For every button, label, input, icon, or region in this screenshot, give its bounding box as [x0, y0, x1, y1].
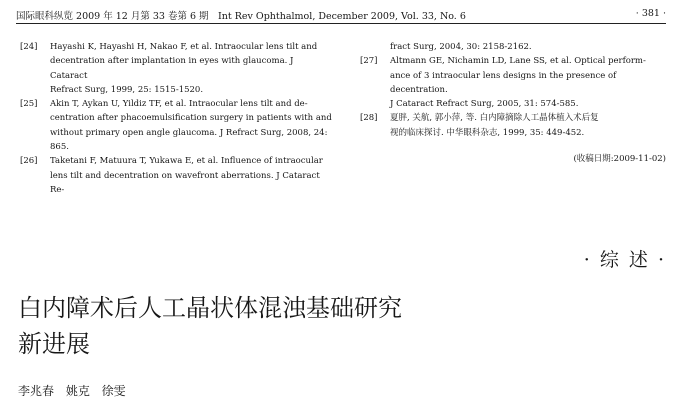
reference-25 [20, 97, 332, 154]
received-date: (收稿日期:2009-11-02) [573, 154, 666, 165]
reference-continuation: fract Surg, 2004, 30: 2158-2162. [390, 42, 532, 52]
reference-24 [20, 40, 332, 97]
header-rule [16, 23, 666, 24]
section-label: · 综 述 · [583, 249, 666, 271]
reference-27 [360, 54, 672, 111]
title-line: 新进展 [18, 330, 90, 358]
reference-line: 夏胖, 关航, 郭小萍, 等. 白内障摘除人工晶体植入术后复 [390, 113, 599, 124]
reference-number: [24] [20, 42, 38, 52]
page-number: · 381 · [635, 8, 666, 19]
reference-line: 视的临床探讨. 中华眼科杂志, 1999, 35: 449-452. [390, 127, 585, 138]
reference-line: Taketani F, Matuura T, Yukawa E, et al. Influence of intraocular [50, 156, 323, 167]
reference-line: Hayashi K, Hayashi H, Nakao F, et al. Intraocular lens tilt and [50, 42, 318, 52]
reference-line: J Cataract Refract Surg, 2005, 31: 574-585. [390, 99, 579, 110]
reference-line: decentration after implantation in eyes with glaucoma. J Cataract [50, 56, 294, 81]
references-right-column [360, 40, 672, 166]
reference-number: [27] [360, 56, 378, 67]
reference-number: [26] [20, 156, 38, 167]
title-line: 白内障术后人工晶状体混浊基础研究 [18, 294, 402, 322]
reference-26 [20, 154, 332, 197]
reference-line: Refract Surg, 1999, 25: 1515-1520. [50, 84, 204, 95]
author-list: 李兆春 姚克 徐雯 [18, 384, 126, 398]
references-left-column [20, 40, 332, 197]
reference-number: [25] [20, 99, 38, 110]
reference-28 [360, 111, 672, 140]
reference-line: without primary open angle glaucoma. J Refract Surg, 2008, 24: [50, 127, 328, 138]
reference-line: Altmann GE, Nichamin LD, Lane SS, et al. Optical perform- [390, 56, 646, 67]
reference-line: centration after phacoemulsification surgery in patients with and [50, 113, 332, 124]
reference-number: [28] [360, 113, 378, 124]
reference-line: ance of 3 intraocular lens designs in the presence of decentration. [390, 70, 617, 95]
article-title [18, 290, 618, 362]
reference-line: Akin T, Aykan U, Yildiz TF, et al. Intraocular lens tilt and de- [50, 99, 308, 110]
running-head: 国际眼科纵览 2009 年 12 月第 33 卷第 6 期 Int Rev Ophthalmol, December 2009, Vol. 33, No. 6 [16, 11, 466, 22]
reference-line: lens tilt and decentration on wavefront aberrations. J Cataract Re- [50, 170, 320, 195]
reference-line: 865. [50, 142, 69, 153]
